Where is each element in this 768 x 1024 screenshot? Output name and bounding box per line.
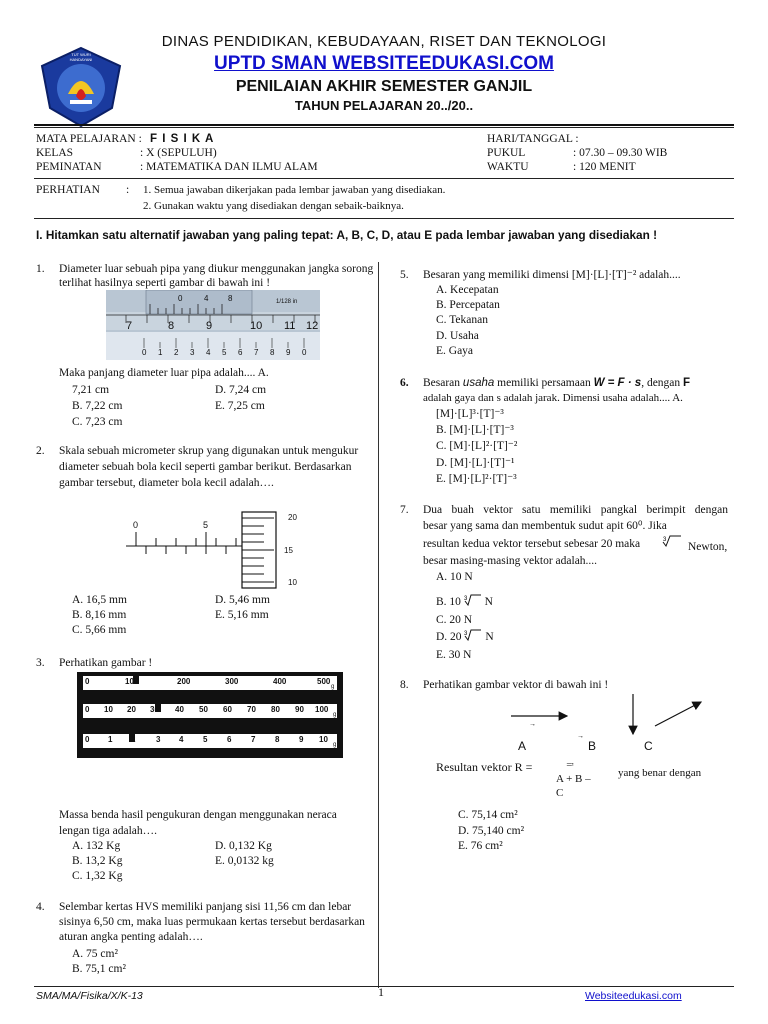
value-waktu: : 120 MENIT [573, 161, 636, 173]
label-kelas: KELAS [36, 147, 74, 159]
label-mapel: MATA PELAJARAN : [36, 133, 142, 145]
q1-main-label-11: 11 [284, 320, 296, 332]
q1-vernier-label-0: 0 [178, 294, 183, 303]
q3-r3-2: 2 [131, 735, 136, 744]
q3-r3-4: 4 [179, 735, 184, 744]
q3-text: Perhatikan gambar ! [59, 657, 153, 669]
q8-label-a: A [518, 739, 527, 753]
q3-r3-0: 0 [85, 735, 90, 744]
header-school[interactable]: UPTD SMAN WEBSITEEDUKASI.COM [214, 53, 554, 74]
q3-r2-60: 60 [223, 705, 232, 714]
q6-text-1b: usaha [462, 377, 495, 389]
q3-option-a[interactable]: A. 132 Kg [72, 840, 121, 852]
q3-r1-300: 300 [225, 677, 239, 686]
q8-option-e[interactable]: E. 76 cm² [458, 840, 503, 852]
q6-option-d[interactable]: D. [M]·[L]·[T]⁻¹ [436, 457, 515, 469]
label-perhatian: PERHATIAN [36, 184, 100, 196]
q6-number: 6. [400, 377, 409, 389]
svg-text:3: 3 [464, 631, 468, 637]
q8-tail: yang benar dengan [618, 767, 702, 779]
q1-vernier-label-4: 4 [204, 294, 209, 303]
q8-option-c[interactable]: C. 75,14 cm² [458, 809, 518, 821]
q7-option-b[interactable] [436, 594, 493, 610]
value-peminatan: : MATEMATIKA DAN ILMU ALAM [140, 161, 318, 173]
q7-option-d-sqrt-icon [464, 629, 482, 641]
q3-r3-6: 6 [227, 735, 232, 744]
q7-text-2: besar yang sama dan membentuk sudut apit 60⁰. Jika [423, 520, 667, 532]
q8-resultan: Resultan vektor R = [436, 760, 533, 774]
q1-number: 1. [36, 263, 45, 275]
q1-option-b[interactable]: B. 7,22 cm [72, 400, 123, 412]
q6-text-1a: Besaran [423, 377, 463, 389]
q2-label-5: 5 [203, 520, 209, 530]
q5-option-c[interactable]: C. Tekanan [436, 314, 488, 326]
q1-bottom-label-9: 9 [286, 348, 291, 357]
q8-option-d[interactable]: D. 75,140 cm² [458, 825, 525, 837]
q8-expr: A + B – [556, 773, 591, 785]
q6-text-1d: W = F · s [593, 377, 642, 389]
q6-text-1f: F [683, 377, 691, 389]
q1-option-a[interactable]: 7,21 cm [72, 384, 110, 396]
q7-text-1: Dua buah vektor satu memiliki pangkal berimpit dengan [423, 504, 728, 516]
q2-option-e[interactable]: E. 5,16 mm [215, 609, 269, 621]
q6-option-b[interactable]: B. [M]·[L]·[T]⁻³ [436, 424, 514, 436]
q3-r1-unit: g [331, 684, 335, 690]
q3-r2-unit: g [333, 712, 337, 718]
q3-option-d[interactable]: D. 0,132 Kg [215, 840, 272, 852]
q3-r2-50: 50 [199, 705, 208, 714]
q6-text-2: adalah gaya dan s adalah jarak. Dimensi usaha adalah.... A. [423, 392, 683, 404]
info-rule [34, 178, 734, 179]
q3-r2-10: 10 [104, 705, 113, 714]
q1-main-label-12: 12 [306, 320, 319, 332]
footer-page-number: 1 [378, 985, 384, 999]
q5-option-d[interactable]: D. Usaha [436, 330, 479, 342]
q1-caliper-figure [106, 290, 320, 360]
q5-option-a[interactable]: A. Kecepatan [436, 284, 499, 296]
q2-label-10: 10 [288, 578, 297, 587]
q3-number: 3. [36, 657, 45, 669]
q3-r2-0: 0 [85, 705, 90, 714]
q7-option-b-text: B. 10 [436, 596, 461, 608]
q2-option-c[interactable]: C. 5,66 mm [72, 624, 127, 636]
q7-sqrt3-symbol [662, 534, 682, 548]
q3-r2-100: 100 [315, 705, 329, 714]
q6-option-c[interactable]: C. [M]·[L]²·[T]⁻² [436, 440, 518, 452]
q7-option-d[interactable] [436, 629, 494, 645]
q2-label-20: 20 [288, 513, 297, 522]
label-pukul: PUKUL [487, 147, 526, 159]
svg-text:3: 3 [463, 596, 468, 602]
q3-option-e[interactable]: E. 0,0132 kg [215, 855, 274, 867]
q2-text-3: gambar tersebut, diameter bola kecil adalah…. [59, 477, 274, 489]
q4-option-b[interactable]: B. 75,1 cm² [72, 963, 126, 975]
q8-vector-c [655, 702, 701, 726]
q3-r3-8: 8 [275, 735, 280, 744]
q4-text-3: aturan angka penting adalah…. [59, 931, 203, 943]
q1-bottom-label-5: 5 [222, 348, 227, 357]
q3-beam-row-1 [83, 676, 337, 690]
svg-text:→: → [529, 721, 536, 728]
q3-r3-3: 3 [156, 735, 161, 744]
q3-option-c[interactable]: C. 1,32 Kg [72, 870, 123, 882]
q5-text: Besaran yang memiliki dimensi [M]·[L]·[T]⁻² adalah.... [423, 269, 681, 281]
q3-r1-400: 400 [273, 677, 287, 686]
q3-r1-200: 200 [177, 677, 191, 686]
q1-bottom-label-4: 4 [206, 348, 211, 357]
q5-option-e[interactable]: E. Gaya [436, 345, 474, 357]
value-mapel: F I S I K A [150, 133, 215, 145]
label-waktu: WAKTU [487, 161, 529, 173]
value-kelas: : X (SEPULUH) [140, 147, 217, 159]
q1-bottom-label-7: 7 [254, 348, 259, 357]
q2-label-15: 15 [284, 546, 293, 555]
q2-micrometer-figure [124, 510, 304, 590]
q6-text-1c: memiliki persamaan [494, 377, 594, 389]
q3-r1-0: 0 [85, 677, 90, 686]
q7-text-3b: Newton, [688, 541, 728, 553]
header-agency: DINAS PENDIDIKAN, KEBUDAYAAN, RISET DAN TEKNOLOGI [161, 33, 607, 50]
column-divider [378, 262, 379, 988]
q2-option-a[interactable]: A. 16,5 mm [72, 594, 127, 606]
q5-number: 5. [400, 269, 409, 281]
q1-bottom-label-8: 8 [270, 348, 275, 357]
footer-website-link[interactable]: Websiteedukasi.com [585, 990, 682, 1002]
q8-expr-c: C [556, 787, 564, 799]
q1-text-1: Diameter luar sebuah pipa yang diukur menggunakan jangka sorong [59, 263, 374, 275]
q1-bottom-label-6: 6 [238, 348, 243, 357]
q6-option-a[interactable]: [M]·[L]³·[T]⁻³ [436, 408, 504, 420]
footer-course-code: SMA/MA/Fisika/X/K-13 [36, 990, 143, 1002]
q4-option-a[interactable]: A. 75 cm² [72, 948, 118, 960]
q1-main-label-10: 10 [250, 320, 263, 332]
q3-r2-30: 30 [150, 705, 159, 714]
q2-number: 2. [36, 445, 45, 457]
q1-after-text: Maka panjang diameter luar pipa adalah.... A. [59, 367, 269, 379]
q7-option-b-unit: N [484, 596, 493, 608]
header-rule-top2 [34, 127, 734, 128]
label-peminatan: PEMINATAN [36, 161, 102, 173]
q3-r3-7: 7 [251, 735, 256, 744]
section-title: I. Hitamkan satu alternatif jawaban yang paling tepat: A, B, C, D, atau E pada lembar jawaban yang disediakan ! [36, 228, 658, 242]
svg-text:3: 3 [663, 537, 667, 543]
q8-vector-figure [505, 690, 715, 740]
header-exam-title: PENILAIAN AKHIR SEMESTER GANJIL [235, 78, 533, 95]
perhatian-item-1: 1. Semua jawaban dikerjakan pada lembar jawaban yang disediakan. [143, 184, 446, 196]
q3-r2-20: 20 [127, 705, 136, 714]
perhatian-colon: : [126, 184, 130, 196]
header-year: TAHUN PELAJARAN 20../20.. [294, 98, 474, 113]
q7-option-a[interactable]: A. 10 N [436, 571, 473, 583]
q1-bottom-label-2: 2 [174, 348, 179, 357]
q4-text-2: sisinya 6,50 cm, maka luas permukaan kertas tersebut berdasarkan [59, 916, 365, 928]
q7-option-d-unit: N [485, 631, 494, 643]
q3-r2-70: 70 [247, 705, 256, 714]
logo-text: TUT WURI HANDAYANI [69, 52, 93, 62]
q1-bottom-label-1: 1 [158, 348, 163, 357]
q1-bottom-label-0: 0 [142, 348, 147, 357]
q7-number: 7. [400, 504, 409, 516]
perhatian-rule [34, 218, 734, 219]
q1-option-d[interactable]: D. 7,24 cm [215, 384, 267, 396]
q1-bottom-label-3: 3 [190, 348, 195, 357]
q1-vernier-unit: 1/128 in [276, 299, 298, 305]
q7-option-e[interactable]: E. 30 N [436, 649, 472, 661]
q7-text-3: resultan kedua vektor tersebut sebesar 20 maka [423, 538, 641, 550]
q7-text-4: besar masing-masing vektor adalah.... [423, 555, 598, 567]
q1-main-label-7: 7 [126, 320, 133, 332]
q1-main-label-8: 8 [168, 320, 175, 332]
q2-option-b[interactable]: B. 8,16 mm [72, 609, 127, 621]
q1-option-c[interactable]: C. 7,23 cm [72, 416, 123, 428]
q6-text-1 [423, 376, 690, 391]
q7-option-c[interactable]: C. 20 N [436, 614, 473, 626]
q1-vernier-label-8: 8 [228, 294, 233, 303]
q7-option-d-text: D. 20 [436, 631, 462, 643]
q8-label-c: C [644, 739, 653, 753]
q3-r1-100: 100 [125, 677, 139, 686]
q3-r3-1: 1 [108, 735, 113, 744]
q2-text-2: diameter sebuah bola kecil seperti gambar berikut. Berdasarkan [59, 461, 352, 473]
header-rule-top [34, 124, 734, 126]
q8-text: Perhatikan gambar vektor di bawah ini ! [423, 679, 609, 691]
q3-triple-beam-figure [77, 672, 343, 758]
q1-option-e[interactable]: E. 7,25 cm [215, 400, 265, 412]
q3-option-b[interactable]: B. 13,2 Kg [72, 855, 123, 867]
perhatian-item-2: 2. Gunakan waktu yang disediakan dengan sebaik-baiknya. [143, 200, 404, 212]
q3-r3-10: 10 [319, 735, 328, 744]
q3-r2-80: 80 [271, 705, 280, 714]
svg-text:→: → [577, 733, 584, 740]
q3-after-1: Massa benda hasil pengukuran dengan menggunakan neraca [59, 809, 337, 821]
q7-option-b-sqrt-icon [464, 594, 482, 606]
q4-text-1: Selembar kertas HVS memiliki panjang sisi 11,56 cm dan lebar [59, 901, 352, 913]
q3-r3-5: 5 [203, 735, 208, 744]
q5-option-b[interactable]: B. Percepatan [436, 299, 500, 311]
q1-text-2: terlihat hasilnya seperti gambar di bawah ini ! [59, 277, 271, 289]
q2-text-1: Skala sebuah micrometer skrup yang digunakan untuk mengukur [59, 445, 359, 457]
value-pukul: : 07.30 – 09.30 WIB [573, 147, 668, 159]
q2-label-0: 0 [133, 520, 139, 530]
label-hari: HARI/TANGGAL : [487, 133, 579, 145]
q1-main-label-9: 9 [206, 320, 213, 332]
q3-r2-90: 90 [295, 705, 304, 714]
q3-r1-500: 500 [317, 677, 331, 686]
q6-option-e[interactable]: E. [M]·[L]²·[T]⁻³ [436, 473, 517, 485]
q8-label-b: B [588, 739, 597, 753]
footer-rule [34, 986, 734, 987]
q8-number: 8. [400, 679, 409, 691]
q2-option-d[interactable]: D. 5,46 mm [215, 594, 270, 606]
q8-expr-arrow: ≕ [566, 760, 574, 769]
q4-number: 4. [36, 901, 45, 913]
q3-r2-40: 40 [175, 705, 184, 714]
q3-r3-unit: g [333, 742, 337, 748]
q3-r3-9: 9 [299, 735, 304, 744]
q6-text-1e: , dengan [641, 377, 684, 389]
q3-after-2: lengan tiga adalah…. [59, 825, 158, 837]
q1-bottom-label-10: 0 [302, 348, 307, 357]
